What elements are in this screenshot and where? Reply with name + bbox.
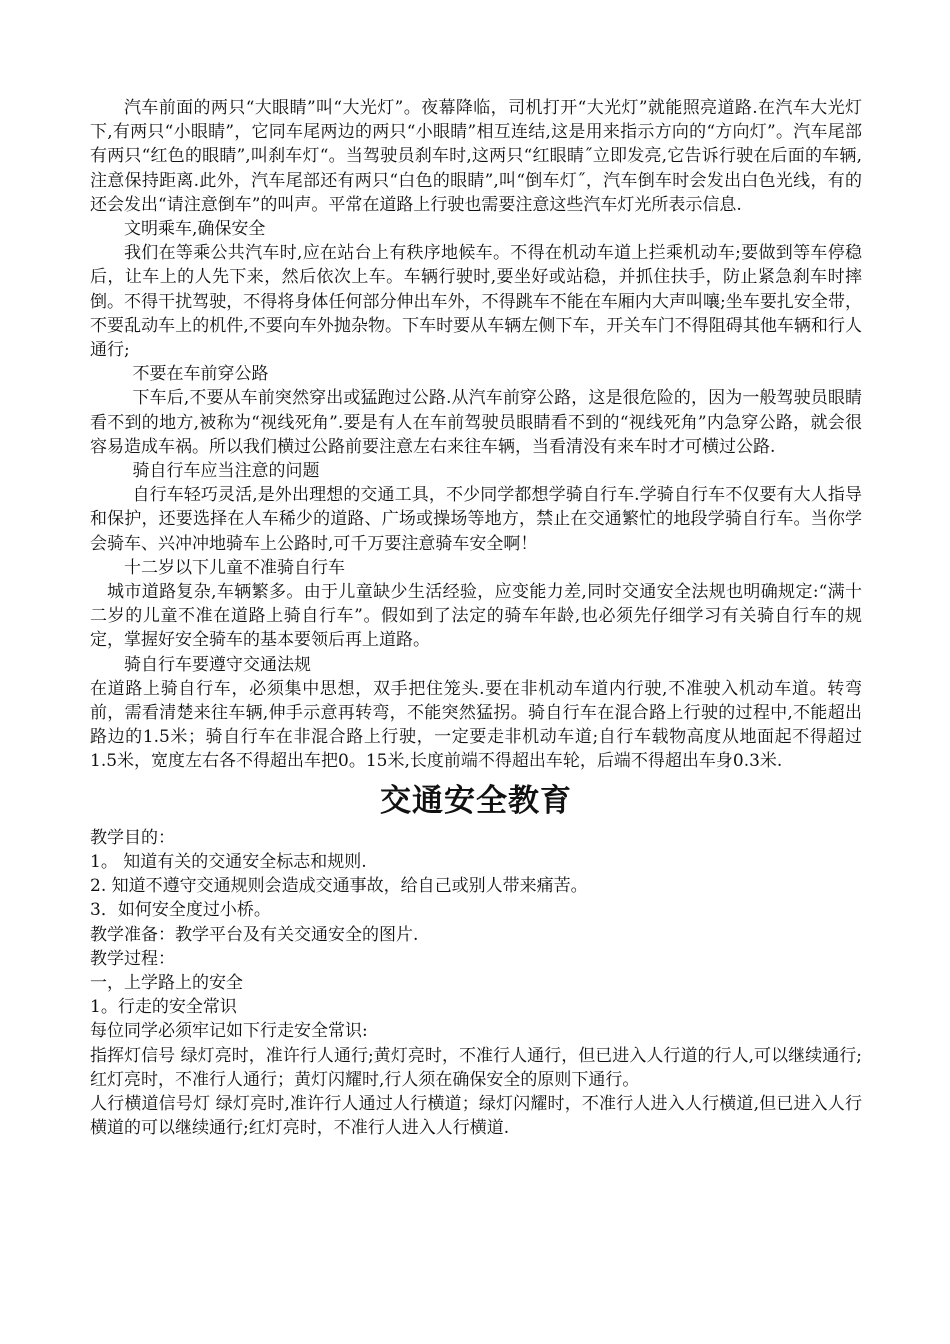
heading-bicycle-rules: 骑自行车要遵守交通法规 bbox=[124, 654, 311, 675]
line-goal-2: 2. 知道不遵守交通规则会造成交通事故，给自己或别人带来痛苦。 bbox=[90, 876, 588, 897]
paragraph-bicycle-rules: 在道路上骑自行车，必须集中思想，双手把住笼头.要在非机动车道内行驶,不准驶入机动车道。转弯前，需看清楚来往车辆,伸手示意再转弯，不能突然猛拐。骑自行车在混合路上行驶的过程中,不能超出路边的1.5米；骑自行车在非混合路上行驶，一定要走非机动车道;自行车载物高度从地面起不得超过1.5米，宽度左右各不得超出车把0。15米,长度前端不得超出车轮，后端不得超出车身0.3米. bbox=[90, 678, 862, 772]
line-section-1: 一，上学路上的安全 bbox=[90, 972, 243, 993]
heading-under-twelve: 十二岁以下儿童不准骑自行车 bbox=[124, 557, 345, 578]
paragraph-crosswalk-lights: 人行横道信号灯 绿灯亮时,准许行人通过人行横道；绿灯闪耀时，不准行人进入人行横道,但已进入人行横道的可以继续通行;红灯亮时，不准行人进入人行横道. bbox=[90, 1093, 862, 1139]
paragraph-headlights: 汽车前面的两只“大眼睛”叫“大光灯”。夜幕降临，司机打开“大光灯”就能照亮道路.在汽车大光灯下,有两只“小眼睛”，它同车尾两边的两只“小眼睛”相互连结,这是用来指示方向的“方向灯”。汽车尾部有两只“红色的眼睛”,叫刹车灯“。当驾驶员刹车时,这两只“红眼睛˝立即发亮,它告诉行驶在后面的车辆,注意保持距离.此外，汽车尾部还有两只“白色的眼睛”,叫“倒车灯˝，汽车倒车时会发出白色光线，有的还会发出“请注意倒车”的叫声。平常在道路上行驶也需要注意这些汽车灯光所表示信息. bbox=[90, 98, 862, 215]
line-goal-3: 3．如何安全度过小桥。 bbox=[90, 900, 271, 921]
paragraph-bus-riding: 我们在等乘公共汽车时,应在站台上有秩序地候车。不得在机动车道上拦乘机动车;要做到等车停稳后，让车上的人先下来，然后依次上车。车辆行驶时,要坐好或站稳，并抓住扶手，防止紧急刹车时摔倒。不得干扰驾驶，不得将身体任何部分伸出车外，不得跳车不能在车厢内大声叫嚷;坐车要扎安全带，不要乱动车上的机件,不要向车外抛杂物。下车时要从车辆左侧下车，开关车门不得阻碍其他车辆和行人通行; bbox=[90, 243, 862, 361]
line-teaching-goal: 教学目的： bbox=[90, 827, 175, 848]
page-title: 交通安全教育 bbox=[380, 782, 572, 819]
line-walking-safety: 1。行走的安全常识 bbox=[90, 997, 237, 1018]
line-process: 教学过程： bbox=[90, 948, 175, 969]
paragraph-under-twelve: 城市道路复杂,车辆繁多。由于儿童缺少生活经验，应变能力差,同时交通安全法规也明确规定:“满十二岁的儿童不准在道路上骑自行车”。假如到了法定的骑车年龄,也必须先仔细学习有关骑自行车的规定，掌握好安全骑车的基本要领后再上道路。 bbox=[90, 582, 862, 651]
top-section bbox=[90, 96, 862, 774]
heading-no-crossing-front: 不要在车前穿公路 bbox=[132, 364, 269, 385]
paragraph-blind-spot: 下车后,不要从车前突然穿出或猛跑过公路.从汽车前穿公路，这是很危险的，因为一般驾驶员眼睛看不到的地方,被称为“视线死角”.要是有人在车前驾驶员眼睛看不到的“视线死角”内急穿公路，就会很容易造成车祸。所以我们横过公路前要注意左右来往车辆，当看清没有来车时才可横过公路. bbox=[90, 388, 862, 457]
line-walking-intro: 每位同学必须牢记如下行走安全常识: bbox=[90, 1021, 368, 1042]
bottom-section bbox=[90, 826, 862, 1141]
line-preparation: 教学准备：教学平台及有关交通安全的图片. bbox=[90, 924, 419, 945]
heading-bicycle-issues: 骑自行车应当注意的问题 bbox=[132, 461, 320, 482]
line-goal-1: 1。 知道有关的交通安全标志和规则. bbox=[90, 851, 367, 872]
paragraph-traffic-lights: 指挥灯信号 绿灯亮时，准许行人通行;黄灯亮时，不准行人通行，但已进入人行道的行人,可以继续通行;红灯亮时，不准行人通行；黄灯闪耀时,行人须在确保安全的原则下通行。 bbox=[90, 1045, 862, 1090]
heading-civil-riding: 文明乘车,确保安全 bbox=[124, 219, 266, 240]
paragraph-bicycle-learning: 自行车轻巧灵活,是外出理想的交通工具，不少同学都想学骑自行车.学骑自行车不仅要有大人指导和保护，还要选择在人车稀少的道路、广场或操场等地方，禁止在交通繁忙的地段学骑自行车。当你学会骑车、兴冲冲地骑车上公路时,可千万要注意骑车安全啊！ bbox=[90, 485, 862, 554]
document-page bbox=[90, 96, 862, 1140]
